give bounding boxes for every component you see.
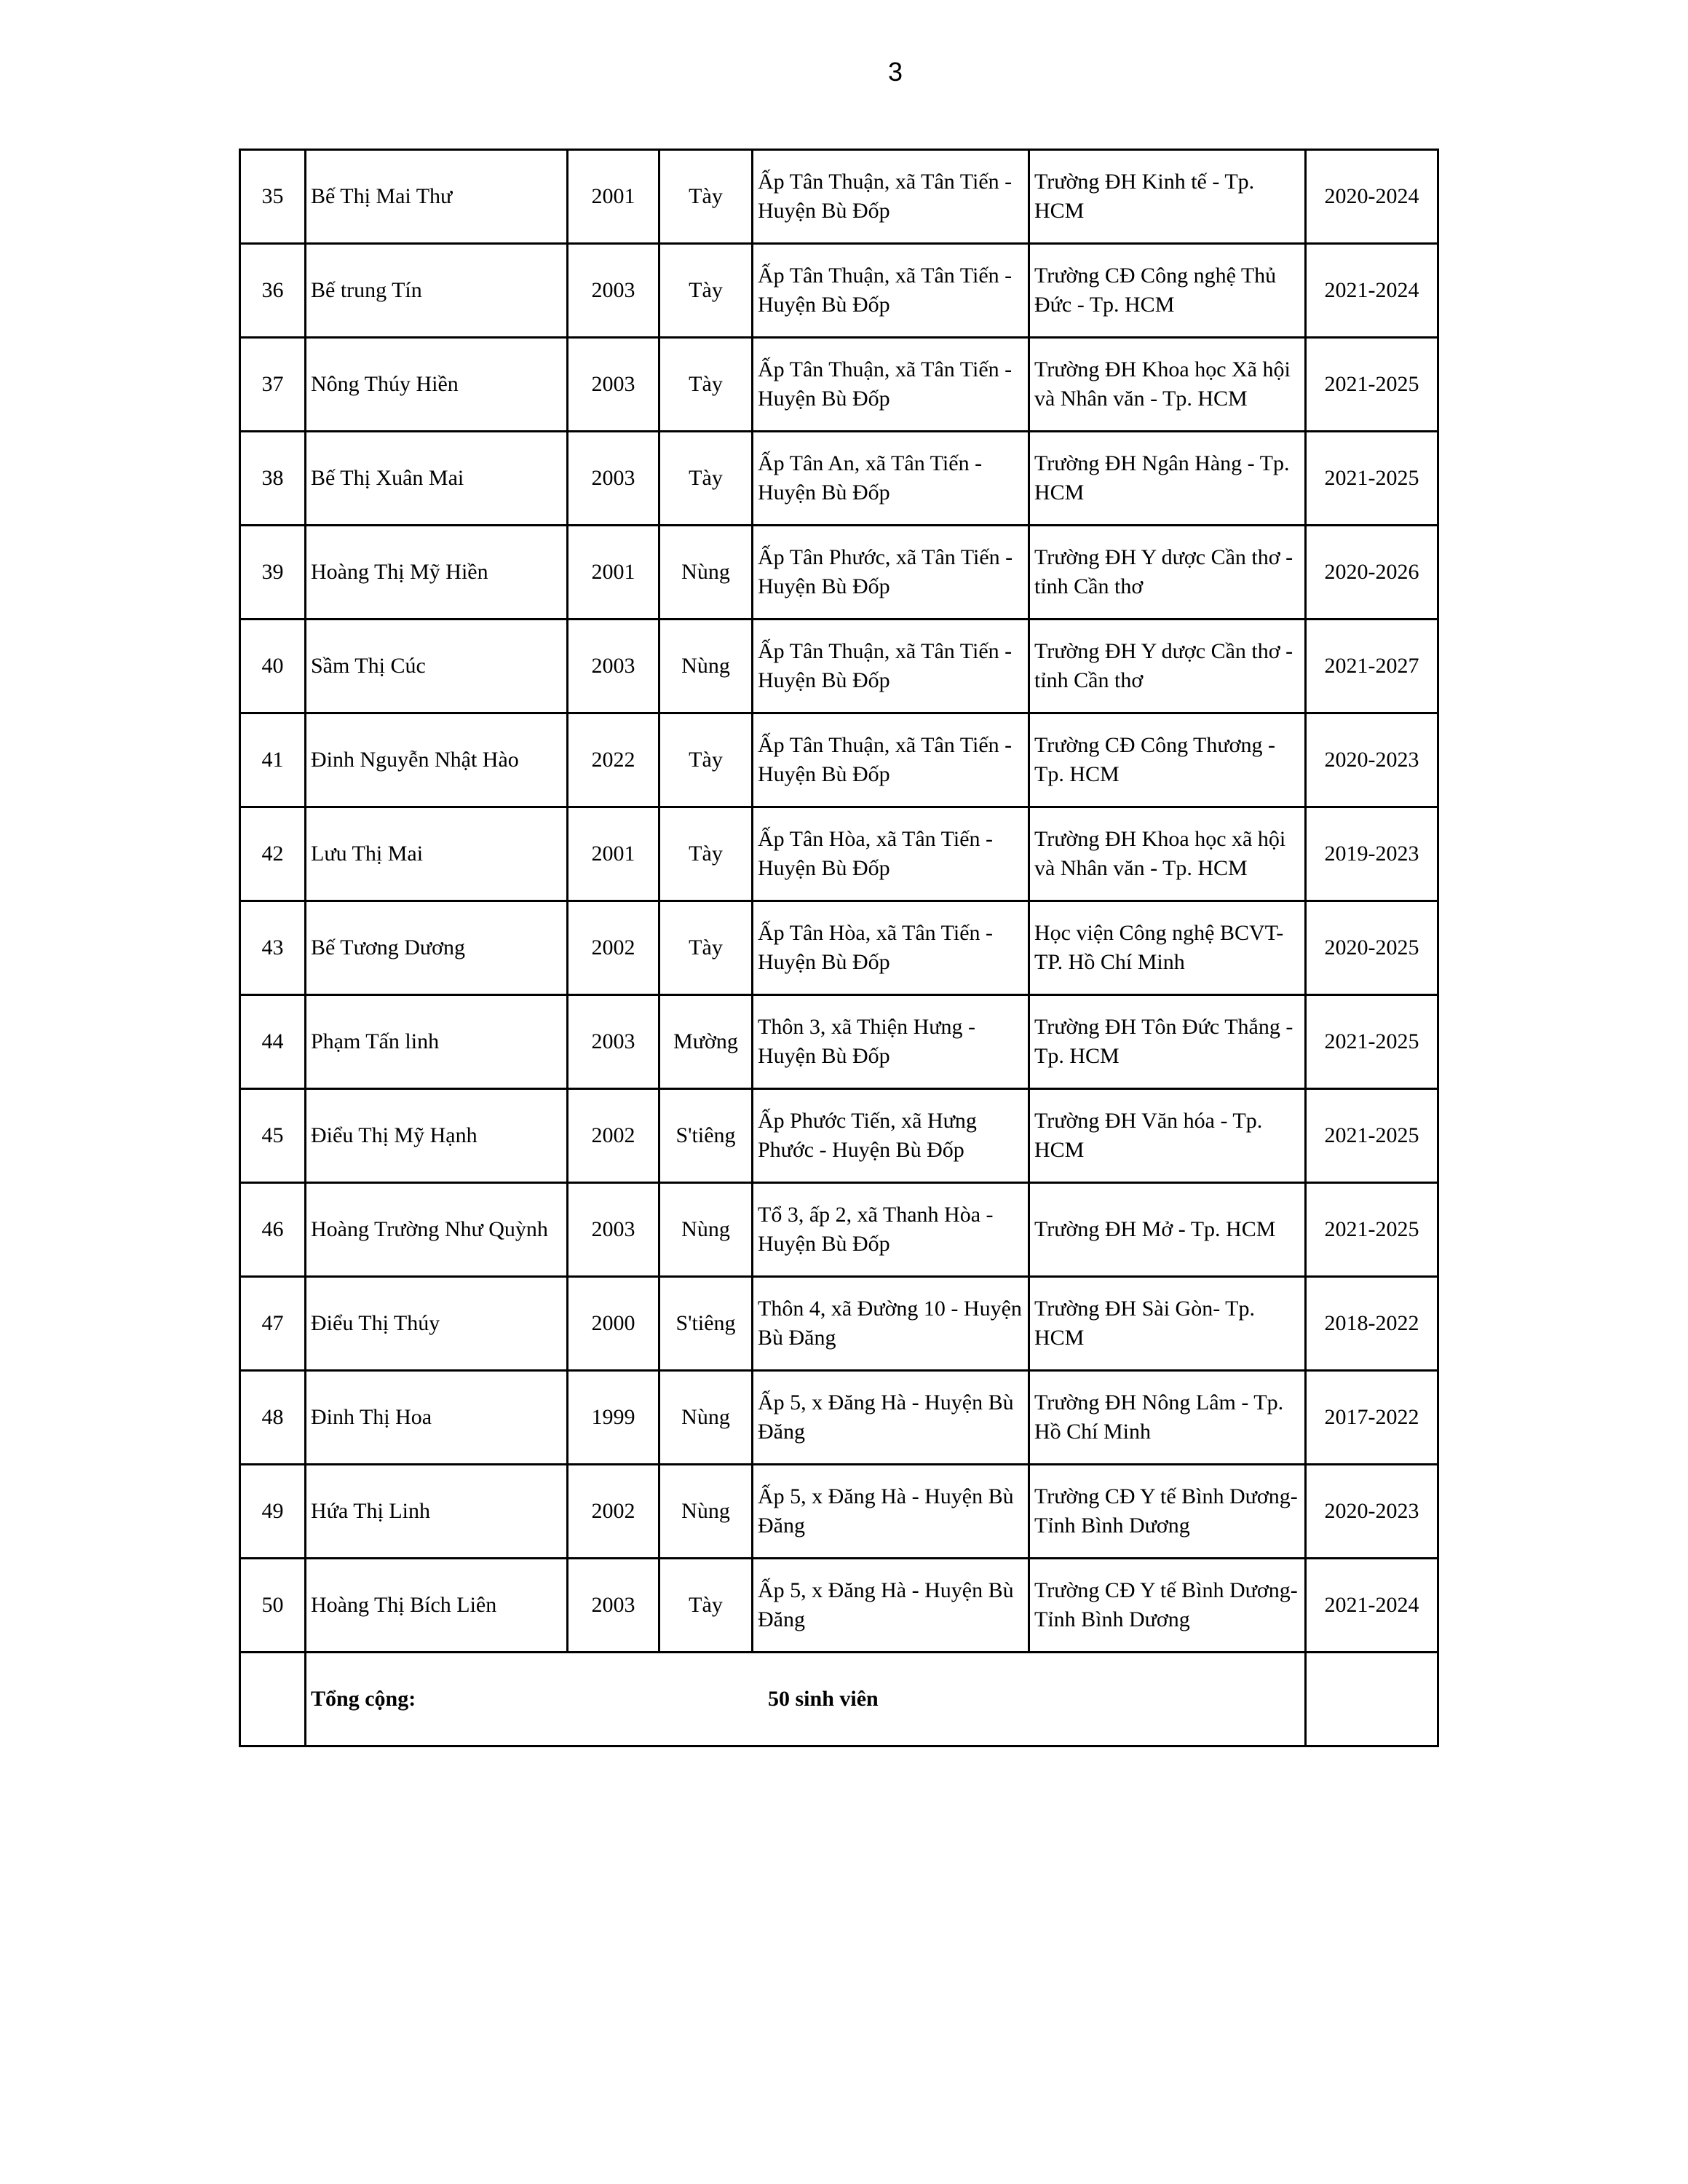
ethnicity-cell: S'tiêng xyxy=(659,1089,753,1183)
student-name-cell: Phạm Tấn linh xyxy=(306,995,568,1089)
ethnicity-cell: Nùng xyxy=(659,1465,753,1559)
birth-year-cell: 2003 xyxy=(568,432,659,526)
student-name-cell: Đinh Thị Hoa xyxy=(306,1371,568,1465)
student-name-cell: Hoàng Thị Bích Liên xyxy=(306,1559,568,1653)
school-cell: Trường ĐH Mở - Tp. HCM xyxy=(1029,1183,1306,1277)
table-row xyxy=(240,713,1438,807)
ethnicity-cell: Tày xyxy=(659,901,753,995)
school-cell: Trường CĐ Y tế Bình Dương- Tỉnh Bình Dương xyxy=(1029,1465,1306,1559)
ethnicity-cell: Tày xyxy=(659,244,753,338)
birth-year-cell: 1999 xyxy=(568,1371,659,1465)
birth-year-cell: 2001 xyxy=(568,150,659,244)
school-cell: Trường CĐ Công Thương - Tp. HCM xyxy=(1029,713,1306,807)
student-table xyxy=(239,149,1439,1747)
address-cell: Ấp 5, x Đăng Hà - Huyện Bù Đăng xyxy=(753,1559,1029,1653)
table-row xyxy=(240,807,1438,901)
address-cell: Ấp Tân Thuận, xã Tân Tiến - Huyện Bù Đốp xyxy=(753,713,1029,807)
birth-year-cell: 2001 xyxy=(568,526,659,620)
birth-year-cell: 2002 xyxy=(568,901,659,995)
address-cell: Thôn 4, xã Đường 10 - Huyện Bù Đăng xyxy=(753,1277,1029,1371)
row-stt-cell: 39 xyxy=(240,526,306,620)
address-cell: Ấp Tân An, xã Tân Tiến - Huyện Bù Đốp xyxy=(753,432,1029,526)
table-row xyxy=(240,1465,1438,1559)
student-name-cell: Đinh Nguyễn Nhật Hào xyxy=(306,713,568,807)
total-period-cell xyxy=(1306,1653,1438,1746)
study-period-cell: 2021-2027 xyxy=(1306,620,1438,713)
table-row xyxy=(240,244,1438,338)
address-cell: Ấp Tân Hòa, xã Tân Tiến - Huyện Bù Đốp xyxy=(753,807,1029,901)
birth-year-cell: 2003 xyxy=(568,995,659,1089)
table-row xyxy=(240,338,1438,432)
school-cell: Trường ĐH Kinh tế - Tp. HCM xyxy=(1029,150,1306,244)
school-cell: Trường ĐH Nông Lâm - Tp. Hồ Chí Minh xyxy=(1029,1371,1306,1465)
birth-year-cell: 2003 xyxy=(568,1183,659,1277)
row-stt-cell: 48 xyxy=(240,1371,306,1465)
school-cell: Trường ĐH Khoa học Xã hội và Nhân văn - Tp. HCM xyxy=(1029,338,1306,432)
row-stt-cell: 41 xyxy=(240,713,306,807)
study-period-cell: 2018-2022 xyxy=(1306,1277,1438,1371)
table-row xyxy=(240,1089,1438,1183)
row-stt-cell: 42 xyxy=(240,807,306,901)
study-period-cell: 2017-2022 xyxy=(1306,1371,1438,1465)
student-name-cell: Lưu Thị Mai xyxy=(306,807,568,901)
total-cell xyxy=(306,1653,1306,1746)
row-stt-cell: 50 xyxy=(240,1559,306,1653)
birth-year-cell: 2003 xyxy=(568,338,659,432)
birth-year-cell: 2002 xyxy=(568,1465,659,1559)
ethnicity-cell: Tày xyxy=(659,432,753,526)
ethnicity-cell: Nùng xyxy=(659,620,753,713)
school-cell: Trường ĐH Văn hóa - Tp. HCM xyxy=(1029,1089,1306,1183)
study-period-cell: 2020-2025 xyxy=(1306,901,1438,995)
row-stt-cell: 38 xyxy=(240,432,306,526)
student-name-cell: Điểu Thị Thúy xyxy=(306,1277,568,1371)
birth-year-cell: 2001 xyxy=(568,807,659,901)
study-period-cell: 2020-2023 xyxy=(1306,1465,1438,1559)
table-row xyxy=(240,901,1438,995)
study-period-cell: 2021-2024 xyxy=(1306,1559,1438,1653)
row-stt-cell: 47 xyxy=(240,1277,306,1371)
address-cell: Ấp 5, x Đăng Hà - Huyện Bù Đăng xyxy=(753,1465,1029,1559)
ethnicity-cell: Nùng xyxy=(659,1371,753,1465)
address-cell: Ấp Tân Thuận, xã Tân Tiến - Huyện Bù Đốp xyxy=(753,620,1029,713)
address-cell: Ấp Tân Hòa, xã Tân Tiến - Huyện Bù Đốp xyxy=(753,901,1029,995)
study-period-cell: 2021-2025 xyxy=(1306,1089,1438,1183)
school-cell: Trường ĐH Ngân Hàng - Tp. HCM xyxy=(1029,432,1306,526)
study-period-cell: 2021-2025 xyxy=(1306,338,1438,432)
birth-year-cell: 2003 xyxy=(568,244,659,338)
school-cell: Trường ĐH Tôn Đức Thắng - Tp. HCM xyxy=(1029,995,1306,1089)
table-row xyxy=(240,1277,1438,1371)
school-cell: Học viện Công nghệ BCVT- TP. Hồ Chí Minh xyxy=(1029,901,1306,995)
ethnicity-cell: Nùng xyxy=(659,526,753,620)
birth-year-cell: 2000 xyxy=(568,1277,659,1371)
birth-year-cell: 2003 xyxy=(568,620,659,713)
row-stt-cell: 35 xyxy=(240,150,306,244)
address-cell: Ấp Tân Phước, xã Tân Tiến - Huyện Bù Đốp xyxy=(753,526,1029,620)
ethnicity-cell: Tày xyxy=(659,1559,753,1653)
table-row xyxy=(240,620,1438,713)
table-row xyxy=(240,1183,1438,1277)
ethnicity-cell: Tày xyxy=(659,150,753,244)
row-stt-cell: 40 xyxy=(240,620,306,713)
study-period-cell: 2020-2026 xyxy=(1306,526,1438,620)
total-stt-cell xyxy=(240,1653,306,1746)
row-stt-cell: 45 xyxy=(240,1089,306,1183)
study-period-cell: 2021-2025 xyxy=(1306,995,1438,1089)
row-stt-cell: 44 xyxy=(240,995,306,1089)
total-label: Tổng cộng: xyxy=(311,1687,416,1711)
table-row xyxy=(240,1559,1438,1653)
birth-year-cell: 2002 xyxy=(568,1089,659,1183)
table-row xyxy=(240,432,1438,526)
student-name-cell: Hứa Thị Linh xyxy=(306,1465,568,1559)
table-row xyxy=(240,526,1438,620)
school-cell: Trường CĐ Công nghệ Thủ Đức - Tp. HCM xyxy=(1029,244,1306,338)
student-name-cell: Hoàng Thị Mỹ Hiền xyxy=(306,526,568,620)
student-name-cell: Bế trung Tín xyxy=(306,244,568,338)
row-stt-cell: 36 xyxy=(240,244,306,338)
ethnicity-cell: Tày xyxy=(659,713,753,807)
school-cell: Trường ĐH Y dược Cần thơ - tỉnh Cần thơ xyxy=(1029,620,1306,713)
address-cell: Thôn 3, xã Thiện Hưng - Huyện Bù Đốp xyxy=(753,995,1029,1089)
table-row xyxy=(240,995,1438,1089)
school-cell: Trường CĐ Y tế Bình Dương- Tỉnh Bình Dương xyxy=(1029,1559,1306,1653)
address-cell: Ấp Phước Tiến, xã Hưng Phước - Huyện Bù Đốp xyxy=(753,1089,1029,1183)
ethnicity-cell: Tày xyxy=(659,807,753,901)
study-period-cell: 2021-2025 xyxy=(1306,432,1438,526)
study-period-cell: 2020-2023 xyxy=(1306,713,1438,807)
ethnicity-cell: S'tiêng xyxy=(659,1277,753,1371)
student-name-cell: Hoàng Trường Như Quỳnh xyxy=(306,1183,568,1277)
total-value: 50 sinh viên xyxy=(768,1687,879,1711)
student-name-cell: Bế Thị Mai Thư xyxy=(306,150,568,244)
ethnicity-cell: Tày xyxy=(659,338,753,432)
total-row xyxy=(240,1653,1438,1746)
row-stt-cell: 37 xyxy=(240,338,306,432)
page-number: 3 xyxy=(887,57,903,87)
birth-year-cell: 2003 xyxy=(568,1559,659,1653)
school-cell: Trường ĐH Y dược Cần thơ - tỉnh Cần thơ xyxy=(1029,526,1306,620)
study-period-cell: 2021-2025 xyxy=(1306,1183,1438,1277)
student-name-cell: Bế Thị Xuân Mai xyxy=(306,432,568,526)
table-row xyxy=(240,1371,1438,1465)
table-row xyxy=(240,150,1438,244)
study-period-cell: 2021-2024 xyxy=(1306,244,1438,338)
row-stt-cell: 49 xyxy=(240,1465,306,1559)
address-cell: Tổ 3, ấp 2, xã Thanh Hòa - Huyện Bù Đốp xyxy=(753,1183,1029,1277)
address-cell: Ấp Tân Thuận, xã Tân Tiến - Huyện Bù Đốp xyxy=(753,150,1029,244)
ethnicity-cell: Mường xyxy=(659,995,753,1089)
row-stt-cell: 46 xyxy=(240,1183,306,1277)
student-name-cell: Sầm Thị Cúc xyxy=(306,620,568,713)
student-name-cell: Nông Thúy Hiền xyxy=(306,338,568,432)
school-cell: Trường ĐH Sài Gòn- Tp. HCM xyxy=(1029,1277,1306,1371)
address-cell: Ấp Tân Thuận, xã Tân Tiến - Huyện Bù Đốp xyxy=(753,338,1029,432)
table-body xyxy=(240,150,1438,1746)
study-period-cell: 2019-2023 xyxy=(1306,807,1438,901)
address-cell: Ấp Tân Thuận, xã Tân Tiến - Huyện Bù Đốp xyxy=(753,244,1029,338)
ethnicity-cell: Nùng xyxy=(659,1183,753,1277)
birth-year-cell: 2022 xyxy=(568,713,659,807)
address-cell: Ấp 5, x Đăng Hà - Huyện Bù Đăng xyxy=(753,1371,1029,1465)
row-stt-cell: 43 xyxy=(240,901,306,995)
student-name-cell: Điểu Thị Mỹ Hạnh xyxy=(306,1089,568,1183)
school-cell: Trường ĐH Khoa học xã hội và Nhân văn - Tp. HCM xyxy=(1029,807,1306,901)
student-name-cell: Bế Tương Dương xyxy=(306,901,568,995)
study-period-cell: 2020-2024 xyxy=(1306,150,1438,244)
